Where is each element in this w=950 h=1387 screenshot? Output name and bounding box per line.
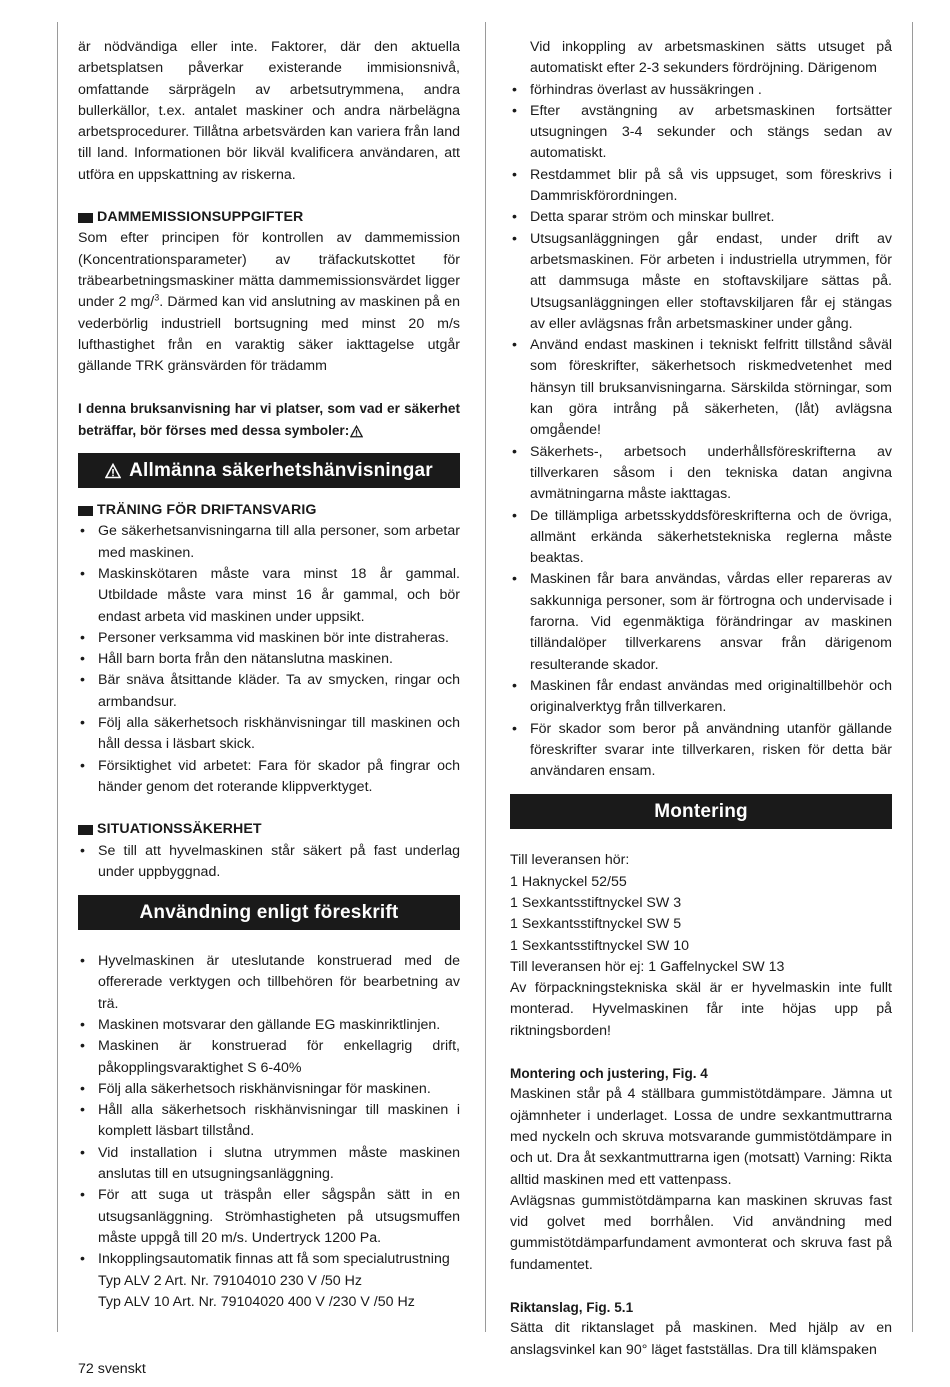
delivery-line: Till leveransen hör ej: 1 Gaffelnyckel SW 13 (510, 958, 785, 975)
dust-emission-heading-text: DAMMEMISSIONSUPPGIFTER (97, 209, 304, 226)
delivery-line: 1 Haknyckel 52/55 (510, 873, 627, 890)
mounting-subheading: Montering och justering, Fig. 4 (510, 1066, 708, 1082)
list-item: • Håll barn borta från den nätanslutna maskinen. (78, 649, 460, 670)
dust-text-part-a: Som efter principen för kontrollen av dammemission (Koncentrationsparameter) av träfackutskottet för träbearbetningsmaskiner mätta dammemissionsvärdet ligger under 2 mg/ (78, 230, 460, 311)
mounting-paragraph-1: Maskinen står på 4 ställbara gummistötdämpare. Jämna ut ojämnheter i underlaget. Lossa de undre sexkantmuttrarna med nyckeln och skruva motsvarande gummistötdämpare in och ut. Dra åt sexkantmuttrarna igen (motsatt) Varning: Rikta alltid maskinen med ett vattenpass. (510, 1086, 892, 1188)
list-item: • Följ alla säkerhetsoch riskhänvisningar för maskinen. (78, 1079, 460, 1100)
dust-emission-heading (78, 207, 460, 228)
list-item: • Maskinen får endast användas med originaltillbehör och originalverktyg från tillverkaren. (510, 676, 892, 719)
column-divider-rule (485, 22, 486, 1332)
delivery-line: 1 Sexkantsstiftnyckel SW 10 (510, 937, 689, 954)
mounting-banner-title: Montering (654, 801, 748, 823)
list-item: • Se till att hyvelmaskinen står säkert på fast underlag under uppbyggnad. (78, 841, 460, 884)
delivery-line: Till leveransen hör: (510, 852, 630, 869)
training-heading-text: TRÄNING FÖR DRIFTANSVARIG (97, 502, 317, 519)
safety-banner (78, 453, 460, 488)
list-item: • De tillämpliga arbetsskyddsföreskrifterna och de övriga, allmänt erkända säkerhetstekniska reglerna måste beaktas. (510, 506, 892, 570)
list-item: • Efter avstängning av arbetsmaskinen fortsätter utsugningen 3-4 sekunder och stängs sedan av automatiskt. (510, 101, 892, 165)
list-item: • Följ alla säkerhetsoch riskhänvisningar till maskinen och håll dessa i läsbart skick. (78, 713, 460, 756)
situation-list (78, 841, 460, 884)
list-item: • Försiktighet vid arbetet: Fara för skador på fingrar och händer genom det roterande klippverktyget. (78, 756, 460, 799)
warning-triangle-icon (105, 463, 121, 479)
left-column (78, 37, 460, 1313)
black-square-icon (78, 506, 93, 516)
list-item: • Maskinen är konstruerad för enkellagrig drift, påkopplingsvaraktighet S 6-40% (78, 1036, 460, 1079)
list-item: • Vid installation i slutna utrymmen måste maskinen anslutas till en utsugningsanläggning. (78, 1143, 460, 1186)
usage-list (78, 951, 460, 1313)
list-item: • För att suga ut träspån eller sågspån sätt in en utsugsanläggning. Strömhastigheten på utsugsmuffen måste uppgå till 20 m/s. Undertryck 1200 Pa. (78, 1185, 460, 1249)
list-item: • Bär snäva åtsittande kläder. Ta av smycken, ringar och armbandsur. (78, 670, 460, 713)
type-line-alv10: Typ ALV 10 Art. Nr. 79104020 400 V /230 V /50 Hz (98, 1293, 415, 1310)
dust-text-part-b: . Därmed kan vid anslutning av maskinen på en vederbörlig industriell bortsugning med minst 20 m/s lufthastighet från en varaktig säker iakttagelse utgår gällande TRK gränsvärden för trädamm (78, 294, 460, 375)
list-item: • förhindras överlast av hussäkringen . (510, 80, 892, 101)
list-item: • Hyvelmaskinen är uteslutande konstruerad med de offererade verktygen och tillbehören för bearbetning av trä. (78, 951, 460, 1015)
list-item: • Ge säkerhetsanvisningarna till alla personer, som arbetar med maskinen. (78, 521, 460, 564)
black-square-icon (78, 213, 93, 223)
intro-paragraph: är nödvändiga eller inte. Faktorer, där den aktuella arbetsplatsen påverkar existerande immisionsnivå, omfattande särprägeln av arbetsutrymmena, andra bullerkällor, t.ex. antalet maskiner och andra närbelägna arbetsprocedurer. Tillåtna arbetsvärden kan variera från land till land. Informationen bör likväl kvalificera användaren, att utföra en uppskattning av riskerna. (78, 39, 460, 183)
dust-emission-paragraph (78, 228, 460, 377)
mounting-banner (510, 794, 892, 829)
situation-heading (78, 819, 460, 840)
delivery-line: 1 Sexkantsstiftnyckel SW 5 (510, 916, 682, 933)
list-item: • Detta sparar ström och minskar bullret. (510, 207, 892, 228)
right-intro: Vid inkoppling av arbetsmaskinen sätts utsuget på automatiskt efter 2-3 sekunders fördröjning. Därigenom (530, 39, 892, 77)
right-margin-rule (912, 22, 913, 1332)
list-item: • Håll alla säkerhetsoch riskhänvisningar till maskinen i komplett läsbart tillstånd. (78, 1100, 460, 1143)
situation-heading-text: SITUATIONSSÄKERHET (97, 821, 262, 838)
right-column (510, 37, 892, 1361)
black-square-icon (78, 825, 93, 835)
symbol-note-text: I denna bruksanvisning har vi platser, som vad er säkerhet beträffar, bör förses med dessa symboler: (78, 401, 460, 438)
page-footer: 72 svenskt (78, 1361, 146, 1377)
symbol-note (78, 398, 460, 441)
list-item: • Maskinen motsvarar den gällande EG maskinriktlinjen. (78, 1015, 460, 1036)
list-item: • Maskinskötaren måste vara minst 18 år gammal. Utbildade måste vara minst 16 år gammal, och bör endast arbeta vid maskinen under uppsikt. (78, 564, 460, 628)
usage-banner-title: Användning enligt föreskrift (139, 901, 399, 923)
type-line-alv2: Typ ALV 2 Art. Nr. 79104010 230 V /50 Hz (98, 1272, 362, 1289)
training-heading (78, 500, 460, 521)
list-item: • Personer verksamma vid maskinen bör inte distraheras. (78, 628, 460, 649)
right-list (510, 80, 892, 783)
list-item (78, 1249, 460, 1313)
list-item: • Säkerhets-, arbetsoch underhållsföreskrifterna av tillverkaren såsom i den tekniska datan angivna avmätningarna måste iakttagas. (510, 442, 892, 506)
training-list (78, 521, 460, 798)
mounting-paragraph-2: Avlägsnas gummistötdämparna kan maskinen skruvas fast vid golvet med borrhålen. Vid användning med gummistötdämparfundament avmonterat och skruva fast på fundamentet. (510, 1192, 892, 1273)
usage-banner (78, 895, 460, 930)
delivery-note: Av förpackningstekniska skäl är er hyvelmaskin inte fullt monterad. Hyvelmaskinen får inte höjas upp på riktningsborden! (510, 980, 892, 1039)
list-item: • Använd endast maskinen i tekniskt felfritt tillstånd såväl som föreskrifter, säkerhetsoch riskmedvetenhet med hänsyn till bruksanvisningarna. Särskilda störningar, som kan göra intrång på säkerheten, (låt) avlägsna omgående! (510, 335, 892, 441)
fence-paragraph: Sätta dit riktanslaget på maskinen. Med hjälp av en anslagsvinkel kan 90° läget fastställas. Dra till klämspaken (510, 1320, 892, 1358)
safety-banner-title: Allmänna säkerhetshänvisningar (129, 459, 433, 481)
list-item: • Utsugsanläggningen går endast, under drift av arbetsmaskinen. För arbeten i industriella utrymmen, för att dammsuga måste en stoftavskiljare sättas på. Utsugsanläggningen eller stoftavskiljaren får ej stängas av eller avlägsnas från arbetsmaskiner under gång. (510, 229, 892, 335)
fence-subheading: Riktanslag, Fig. 5.1 (510, 1300, 634, 1316)
left-margin-rule (57, 22, 58, 1332)
dust-superscript: 3 (154, 292, 160, 303)
list-item-text: Inkopplingsautomatik finnas att få som specialutrustning (98, 1251, 450, 1268)
list-item: • För skador som beror på användning utanför gällande föreskrifter svarar inte tillverkaren, risken för detta bär användaren ensam. (510, 719, 892, 783)
list-item: • Maskinen får bara användas, vårdas eller repareras av sakkunniga personer, som är förtrogna och undervisade i farorna. Vid egenmäktiga förändringar av maskinen tilländalöper tillverkarens ansvar från därigenom resulterande skador. (510, 569, 892, 675)
warning-triangle-icon (350, 425, 363, 438)
list-item: • Restdammet blir på så vis uppsuget, som föreskrivs i Dammriskförordningen. (510, 165, 892, 208)
delivery-line: 1 Sexkantsstiftnyckel SW 3 (510, 894, 682, 911)
